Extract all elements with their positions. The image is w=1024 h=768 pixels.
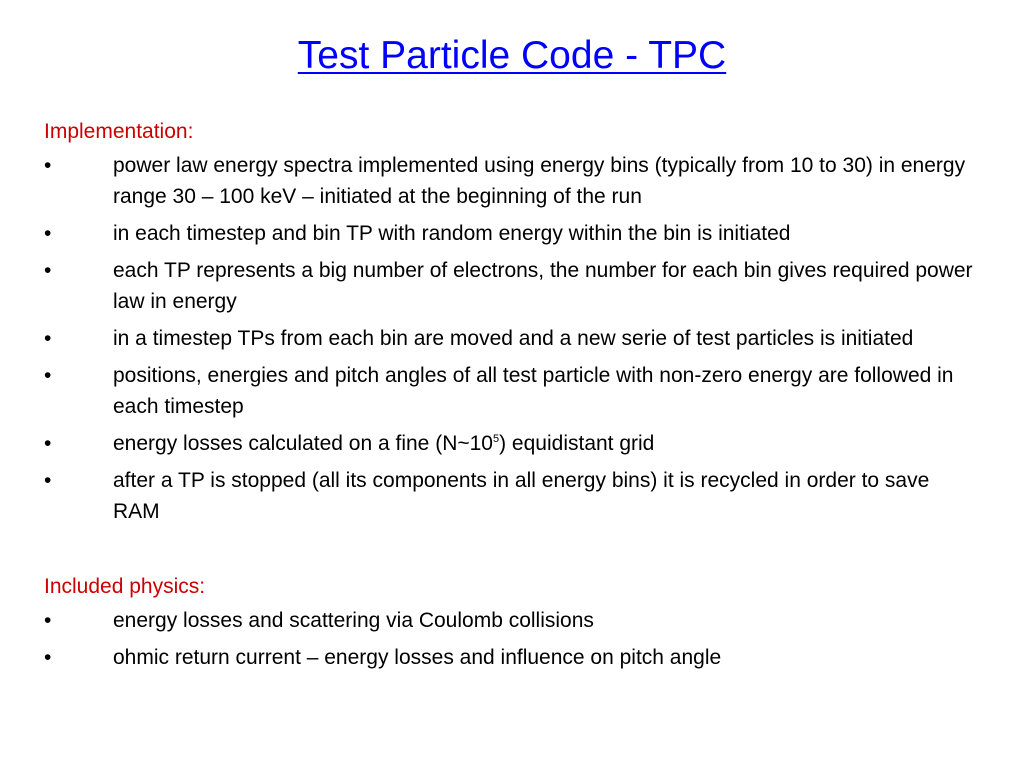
list-item xyxy=(44,605,974,636)
bullet-icon: • xyxy=(44,327,52,350)
bullet-icon: • xyxy=(44,222,52,245)
list-item xyxy=(44,150,974,212)
list-item-text: power law energy spectra implemented using energy bins (typically from 10 to 30) in energy range 30 – 100 keV – initiated at the beginning of the run xyxy=(113,154,966,208)
text-after-exponent: ) equidistant grid xyxy=(499,432,655,455)
section-heading-implementation: Implementation: xyxy=(44,120,194,143)
list-item-text: energy losses and scattering via Coulomb collisions xyxy=(113,609,594,632)
bullet-icon: • xyxy=(44,432,52,455)
implementation-list xyxy=(44,150,974,527)
list-item xyxy=(44,323,974,354)
bullet-icon: • xyxy=(44,609,52,632)
list-item xyxy=(44,218,974,249)
section-spacer xyxy=(44,533,974,571)
physics-list xyxy=(44,605,974,673)
list-item-text: after a TP is stopped (all its components in all energy bins) it is recycled in order to save RAM xyxy=(113,469,930,523)
list-item xyxy=(44,465,974,527)
list-item-text: in a timestep TPs from each bin are moved and a new serie of test particles is initiated xyxy=(113,327,914,350)
list-item xyxy=(44,428,974,459)
text-before-exponent: energy losses calculated on a fine (N~10 xyxy=(113,432,493,455)
bullet-icon: • xyxy=(44,154,52,177)
list-item xyxy=(44,642,974,673)
list-item-text: positions, energies and pitch angles of all test particle with non-zero energy are followed in each timestep xyxy=(113,364,954,418)
bullet-icon: • xyxy=(44,259,52,282)
list-item-text: each TP represents a big number of electrons, the number for each bin gives required power law in energy xyxy=(113,259,973,313)
bullet-icon: • xyxy=(44,364,52,387)
section-heading-included-physics: Included physics: xyxy=(44,575,206,598)
bullet-icon: • xyxy=(44,646,52,669)
list-item xyxy=(44,255,974,317)
list-item-text: ohmic return current – energy losses and influence on pitch angle xyxy=(113,646,722,669)
list-item xyxy=(44,360,974,422)
slide-body xyxy=(44,116,974,679)
bullet-icon: • xyxy=(44,469,52,492)
list-item-text: in each timestep and bin TP with random energy within the bin is initiated xyxy=(113,222,791,245)
exponent: 5 xyxy=(492,433,500,445)
slide-title[interactable]: Test Particle Code - TPC xyxy=(297,34,727,77)
list-item-text xyxy=(113,432,654,455)
